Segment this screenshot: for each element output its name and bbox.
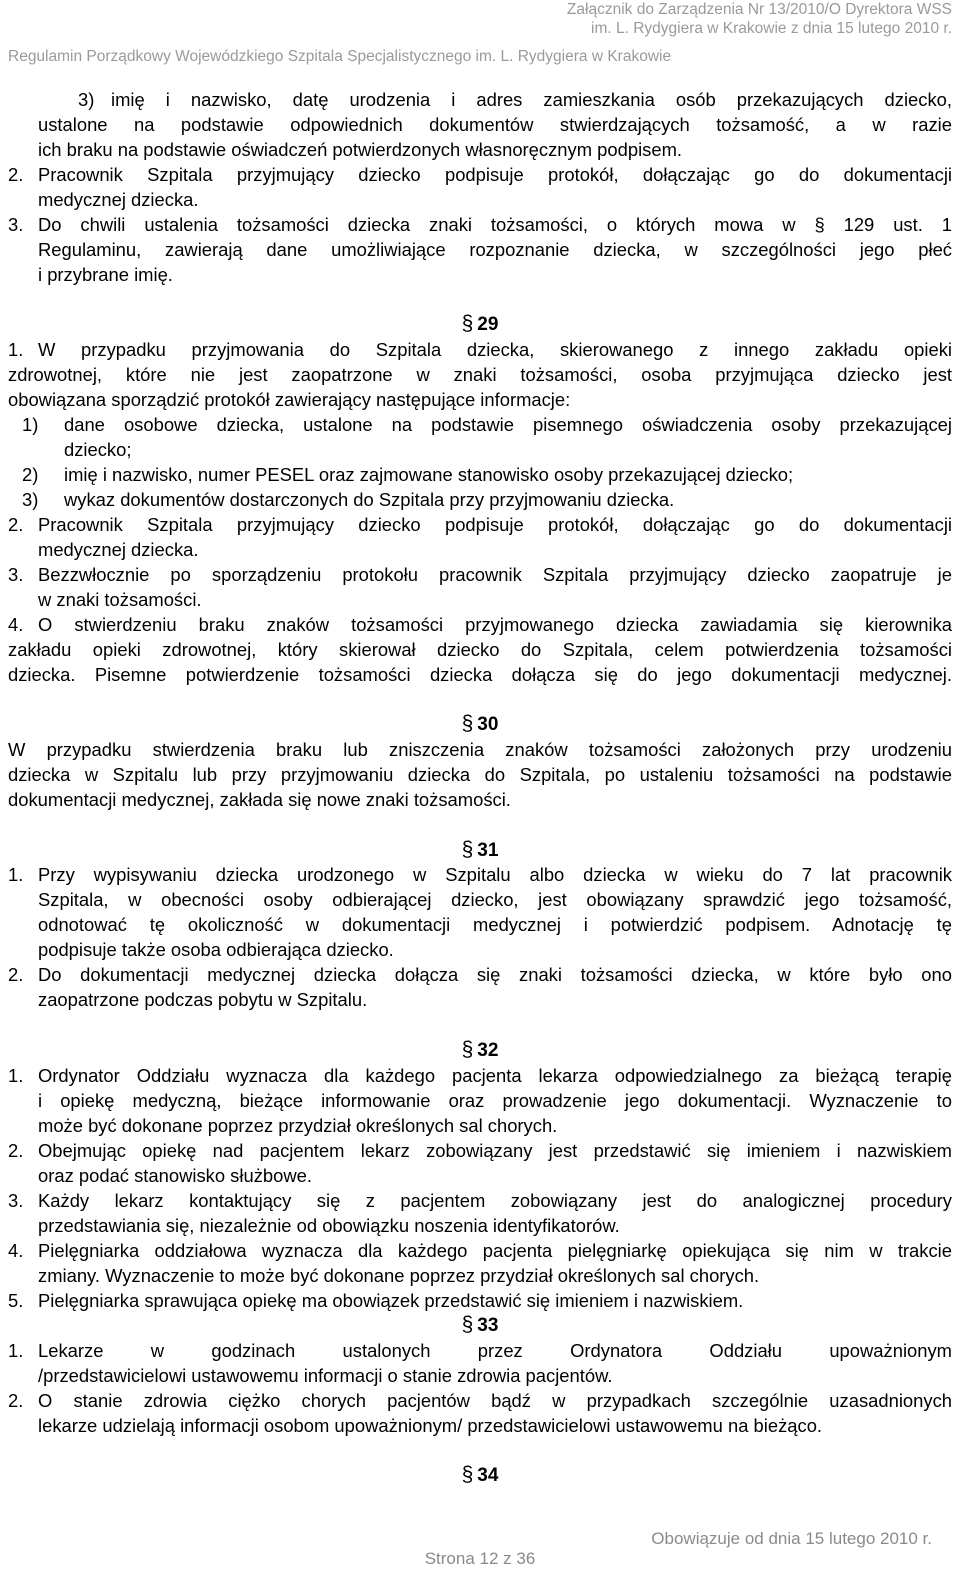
section-symbol: § — [461, 838, 474, 861]
paragraph-number: 2. — [8, 164, 24, 185]
paragraph-number: 4. — [8, 1240, 24, 1261]
paragraph-text: lekarze udzielają informacji osobom upoważnionym/ przedstawicielowi ustawowemu na bieżąco. — [38, 1415, 823, 1436]
paragraph-text: oraz podać stanowisko służbowe. — [38, 1165, 312, 1186]
paragraph-number: 2. — [8, 514, 24, 535]
item-number: 3) — [22, 489, 39, 510]
paragraph-number: 2. — [8, 964, 24, 985]
paragraph-number: 5. — [8, 1290, 24, 1311]
paragraph-text: przedstawiania się, niezależnie od obowiązku noszenia identyfikatorów. — [38, 1215, 620, 1236]
header-line-3: Regulamin Porządkowy Wojewódzkiego Szpitala Specjalistycznego im. L. Rydygiera w Krakowie — [8, 48, 672, 65]
paragraph-text: zmiany. Wyznaczenie to może być dokonane poprzez przydział określonych sal chorych. — [38, 1265, 760, 1286]
paragraph-text: może być dokonane poprzez przydział określonych sal chorych. — [38, 1115, 558, 1136]
section-heading-34 — [8, 1463, 952, 1487]
section-symbol: § — [461, 712, 474, 735]
paragraph-text: zakładu opieki zdrowotnej, który skierował dziecko do Szpitala, celem potwierdzenia tożsamości — [8, 639, 952, 660]
paragraph-text: dziecka. Pisemne potwierdzenie tożsamości dziecka dołącza się do jego dokumentacji medycznej. — [8, 664, 952, 685]
paragraph-text: i opiekę medyczną, bieżące informowanie oraz prowadzenie jego dokumentacji. Wyznaczenie to — [38, 1090, 952, 1111]
paragraph-text: medycznej dziecka. — [38, 189, 199, 210]
paragraph-text: Pracownik Szpitala przyjmujący dziecko podpisuje protokół, dołączając go do dokumentacji — [38, 164, 952, 185]
section-number: 30 — [477, 714, 499, 735]
paragraph-text: dokumentacji medycznej, zakłada się nowe znaki tożsamości. — [8, 789, 511, 810]
section-number: 33 — [477, 1315, 499, 1336]
section-symbol: § — [461, 1313, 474, 1336]
paragraph-text: odnotować tę okoliczność w dokumentacji medycznej i potwierdzić podpisem. Adnotację tę — [38, 914, 952, 935]
paragraph-text: /przedstawicielowi ustawowemu informacji o stanie zdrowia pacjentów. — [38, 1365, 613, 1386]
paragraph-number: 1. — [8, 864, 24, 885]
paragraph-number: 3. — [8, 214, 24, 235]
item-text: dane osobowe dziecka, ustalone na podstawie pisemnego oświadczenia osoby przekazującej — [64, 414, 952, 435]
header-line-2: im. L. Rydygiera w Krakowie z dnia 15 lutego 2010 r. — [591, 20, 952, 37]
paragraph-text: Pielęgniarka sprawująca opiekę ma obowiązek przedstawić się imieniem i nazwiskiem. — [38, 1290, 744, 1311]
paragraph-number: 3. — [8, 1190, 24, 1211]
paragraph-number: 3. — [8, 564, 24, 585]
paragraph-text: obowiązana sporządzić protokół zawierający następujące informacje: — [8, 389, 571, 410]
item-number: 3) — [78, 89, 95, 110]
section-symbol: § — [461, 1038, 474, 1061]
item-number: 2) — [22, 464, 39, 485]
paragraph-text: O stwierdzeniu braku znaków tożsamości przyjmowanego dziecka zawiadamia się kierownika — [38, 614, 952, 635]
paragraph-number: 1. — [8, 339, 24, 360]
paragraph-text: i przybrane imię. — [38, 264, 173, 285]
footer-valid-from: Obowiązuje od dnia 15 lutego 2010 r. — [651, 1529, 932, 1548]
paragraph-text: Pielęgniarka oddziałowa wyznacza dla każdego pacjenta pielęgniarkę opiekująca się nim w trakcie — [38, 1240, 952, 1261]
paragraph-text: O stanie zdrowia ciężko chorych pacjentów bądź w przypadkach szczególnie uzasadnionych — [38, 1390, 952, 1411]
paragraph-text: dziecka w Szpitalu lub przy przyjmowaniu dziecka do Szpitala, po ustaleniu tożsamości na podstawie — [8, 764, 952, 785]
item-text: wykaz dokumentów dostarczonych do Szpitala przy przyjmowaniu dziecka. — [64, 489, 675, 510]
paragraph-text: W przypadku stwierdzenia braku lub zniszczenia znaków tożsamości założonych przy urodzeniu — [8, 739, 952, 760]
section-symbol: § — [461, 1463, 474, 1486]
paragraph-text: Przy wypisywaniu dziecka urodzonego w Szpitalu albo dziecka w wieku do 7 lat pracownik — [38, 864, 952, 885]
header-line-1: Załącznik do Zarządzenia Nr 13/2010/O Dyrektora WSS — [566, 1, 952, 18]
footer-page-number: Strona 12 z 36 — [424, 1549, 536, 1568]
paragraph-number: 2. — [8, 1140, 24, 1161]
section-number: 29 — [477, 314, 499, 335]
section-number: 34 — [477, 1465, 499, 1486]
item-text: ustalone na podstawie odpowiednich dokumentów stwierdzających tożsamość, a w razie — [38, 114, 952, 135]
item-text: dziecko; — [64, 439, 132, 460]
paragraph-text: Regulaminu, zawierają dane umożliwiające rozpoznanie dziecka, w szczególności jego płeć — [38, 239, 952, 260]
section-heading-31 — [8, 838, 952, 862]
paragraph-text: medycznej dziecka. — [38, 539, 199, 560]
paragraph-number: 2. — [8, 1390, 24, 1411]
paragraph-text: Lekarze w godzinach ustalonych przez Ordynatora Oddziału upoważnionym — [38, 1340, 952, 1361]
paragraph-text: w znaki tożsamości. — [38, 589, 202, 610]
item-text: imię i nazwisko, numer PESEL oraz zajmowane stanowisko osoby przekazującej dziecko; — [64, 464, 794, 485]
paragraph-text: Pracownik Szpitala przyjmujący dziecko podpisuje protokół, dołączając go do dokumentacji — [38, 514, 952, 535]
paragraph-text: Ordynator Oddziału wyznacza dla każdego pacjenta lekarza odpowiedzialnego za bieżącą terapię — [38, 1065, 952, 1086]
item-text: imię i nazwisko, datę urodzenia i adres zamieszkania osób przekazujących dziecko, — [111, 89, 952, 110]
paragraph-text: Do chwili ustalenia tożsamości dziecka znaki tożsamości, o których mowa w § 129 ust. 1 — [38, 214, 952, 235]
section-symbol: § — [461, 312, 474, 335]
paragraph-text: Szpitala, w obecności osoby odbierającej dziecko, jest obowiązany sprawdzić jego tożsamość, — [38, 889, 952, 910]
section-number: 31 — [477, 840, 499, 861]
item-text: ich braku na podstawie oświadczeń potwierdzonych własnoręcznym podpisem. — [38, 139, 683, 160]
paragraph-text: Każdy lekarz kontaktujący się z pacjentem zobowiązany jest do analogicznej procedury — [38, 1190, 952, 1211]
paragraph-text: zdrowotnej, które nie jest zaopatrzone w znaki tożsamości, osoba przyjmująca dziecko jest — [8, 364, 952, 385]
section-heading-29 — [8, 312, 952, 336]
paragraph-number: 4. — [8, 614, 24, 635]
section-number: 32 — [477, 1040, 499, 1061]
section-heading-33 — [8, 1313, 952, 1337]
item-number: 1) — [22, 414, 39, 435]
paragraph-text: Obejmując opiekę nad pacjentem lekarz zobowiązany jest przedstawić się imieniem i nazwiskiem — [38, 1140, 952, 1161]
paragraph-text: W przypadku przyjmowania do Szpitala dziecka, skierowanego z innego zakładu opieki — [38, 339, 952, 360]
paragraph-text: zaopatrzone podczas pobytu w Szpitalu. — [38, 989, 368, 1010]
paragraph-number: 1. — [8, 1340, 24, 1361]
paragraph-number: 1. — [8, 1065, 24, 1086]
paragraph-text: podpisuje także osoba odbierająca dziecko. — [38, 939, 394, 960]
section-heading-30 — [8, 712, 952, 736]
paragraph-text: Do dokumentacji medycznej dziecka dołącza się znaki tożsamości dziecka, w które było ono — [38, 964, 952, 985]
paragraph-text: Bezzwłocznie po sporządzeniu protokołu pracownik Szpitala przyjmujący dziecko zaopatruje je — [38, 564, 952, 585]
section-heading-32 — [8, 1038, 952, 1062]
